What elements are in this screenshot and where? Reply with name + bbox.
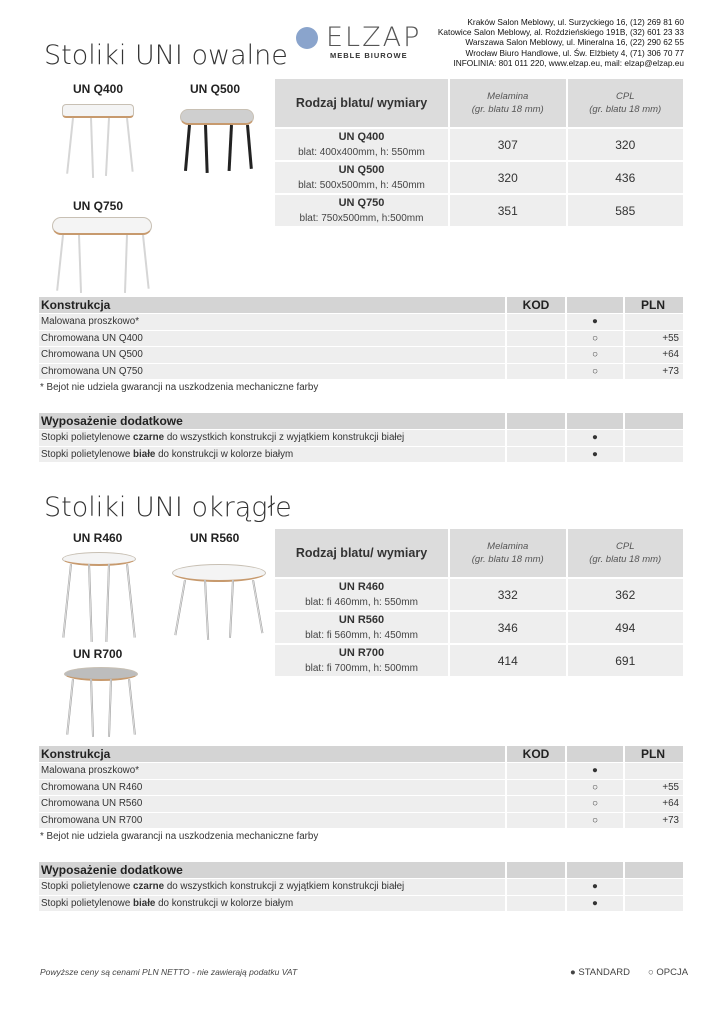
contact-line: Kraków Salon Meblowy, ul. Surzyckiego 16, (12) 269 81 60 [467, 17, 684, 27]
melamina-column-header: Melamina (gr. blatu 18 mm) [450, 529, 568, 579]
price-row [275, 129, 685, 162]
table-r560-image [170, 560, 270, 640]
product-name: UN Q500 [338, 163, 385, 176]
option-mark: ○ [567, 796, 625, 813]
price-row [275, 195, 685, 228]
price-table [275, 529, 685, 678]
cpl-price: 691 [568, 645, 686, 678]
cpl-column-header: CPL (gr. blatu 18 mm) [568, 79, 686, 129]
konstrukcja-header: Konstrukcja [39, 746, 507, 763]
logo-icon [296, 27, 318, 49]
warranty-note: * Bejot nie udziela gwarancji na uszkodzenia mechaniczne farby [40, 831, 319, 842]
table-q500-image [178, 105, 258, 175]
table-row: Stopki polietylenowe czarne do wszystkich konstrukcji z wyjątkiem konstrukcji białej ● [39, 430, 685, 447]
table-q400-image [60, 100, 140, 180]
product-label: UN R560 [190, 531, 240, 545]
wyposazenie-table [39, 413, 685, 463]
product-label: UN Q500 [190, 82, 241, 96]
kod-header: KOD [507, 746, 567, 763]
option-mark: ○ [567, 364, 625, 381]
contact-line: Wrocław Biuro Handlowe, ul. Św. Elżbiety 4, (71) 306 70 77 [465, 47, 684, 58]
contact-line: INFOLINIA: 801 011 220, www.elzap.eu, mail: elzap@elzap.eu [453, 57, 684, 68]
wyposazenie-header: Wyposażenie dodatkowe [39, 413, 507, 430]
contact-line: Katowice Salon Meblowy, al. Roździeńskiego 191B, (32) 601 23 33 [437, 27, 684, 38]
melamina-column-header: Melamina (gr. blatu 18 mm) [450, 79, 568, 129]
product-dimensions: blat: fi 700mm, h: 500mm [305, 662, 418, 674]
standard-mark: ● [567, 314, 625, 331]
table-row: Chromowana UN Q750 ○ +73 [39, 364, 685, 381]
contact-info [438, 17, 684, 68]
product-name: UN Q750 [338, 196, 385, 209]
wyposazenie-table [39, 862, 685, 912]
table-row: Malowana proszkowo* ● [39, 314, 685, 331]
melamina-price: 320 [450, 162, 568, 195]
standard-mark: ● [567, 896, 625, 913]
konstrukcja-header: Konstrukcja [39, 297, 507, 314]
product-dimensions: blat: 500x500mm, h: 450mm [298, 179, 425, 191]
product-dimensions: blat: fi 560mm, h: 450mm [305, 629, 418, 641]
product-name: UN R460 [338, 580, 385, 593]
table-r460-image [60, 548, 140, 643]
legend-standard: ● STANDARD [570, 967, 630, 978]
warranty-note: * Bejot nie udziela gwarancji na uszkodzenia mechaniczne farby [40, 382, 319, 393]
price-row [275, 579, 685, 612]
section-title: Stoliki UNI owalne [44, 40, 288, 71]
pln-header: PLN [625, 297, 685, 314]
standard-mark: ● [567, 447, 625, 464]
cpl-column-header: CPL (gr. blatu 18 mm) [568, 529, 686, 579]
price-row [275, 645, 685, 678]
contact-line: Warszawa Salon Meblowy, ul. Mineralna 16, (22) 290 62 55 [465, 37, 684, 48]
option-mark: ○ [567, 780, 625, 797]
logo-text: ELZAP [326, 22, 422, 53]
standard-mark: ● [567, 879, 625, 896]
table-row: Chromowana UN Q400 ○ +55 [39, 331, 685, 348]
option-mark: ○ [567, 331, 625, 348]
price-table [275, 79, 685, 228]
cpl-price: 320 [568, 129, 686, 162]
product-label: UN R460 [73, 531, 123, 545]
melamina-price: 351 [450, 195, 568, 228]
price-row [275, 612, 685, 645]
table-row: Chromowana UN Q500 ○ +64 [39, 347, 685, 364]
table-row: Stopki polietylenowe białe do konstrukcji w kolorze białym ● [39, 447, 685, 464]
table-row: Chromowana UN R460 ○ +55 [39, 780, 685, 797]
legend-option: ○ OPCJA [648, 967, 689, 978]
table-row: Stopki polietylenowe czarne do wszystkich konstrukcji z wyjątkiem konstrukcji białej ● [39, 879, 685, 896]
price-row [275, 162, 685, 195]
product-label: UN R700 [73, 647, 123, 661]
product-dimensions: blat: 750x500mm, h:500mm [299, 212, 424, 224]
price-table-header: Rodzaj blatu/ wymiary [275, 79, 450, 129]
product-dimensions: blat: 400x400mm, h: 550mm [298, 146, 425, 158]
table-r700-image [62, 663, 142, 741]
cpl-price: 362 [568, 579, 686, 612]
product-name: UN Q400 [338, 130, 385, 143]
cpl-price: 436 [568, 162, 686, 195]
product-name: UN R700 [338, 646, 385, 659]
standard-mark: ● [567, 763, 625, 780]
standard-mark: ● [567, 430, 625, 447]
melamina-price: 346 [450, 612, 568, 645]
option-mark: ○ [567, 813, 625, 830]
product-label: UN Q750 [73, 199, 124, 213]
table-row: Chromowana UN R560 ○ +64 [39, 796, 685, 813]
kod-header: KOD [507, 297, 567, 314]
product-dimensions: blat: fi 460mm, h: 550mm [305, 596, 418, 608]
melamina-price: 414 [450, 645, 568, 678]
table-q750-image [50, 215, 155, 295]
option-mark: ○ [567, 347, 625, 364]
logo-subtitle: MEBLE BIUROWE [330, 51, 408, 60]
table-row: Stopki polietylenowe białe do konstrukcji w kolorze białym ● [39, 896, 685, 913]
konstrukcja-table [39, 297, 685, 380]
price-table-header: Rodzaj blatu/ wymiary [275, 529, 450, 579]
vat-note: Powyższe ceny są cenami PLN NETTO - nie zawierają podatku VAT [40, 967, 298, 977]
wyposazenie-header: Wyposażenie dodatkowe [39, 862, 507, 879]
product-name: UN R560 [338, 613, 385, 626]
section-title: Stoliki UNI okrągłe [44, 492, 292, 523]
pln-header: PLN [625, 746, 685, 763]
melamina-price: 332 [450, 579, 568, 612]
cpl-price: 494 [568, 612, 686, 645]
table-row: Chromowana UN R700 ○ +73 [39, 813, 685, 830]
cpl-price: 585 [568, 195, 686, 228]
table-row: Malowana proszkowo* ● [39, 763, 685, 780]
konstrukcja-table [39, 746, 685, 829]
product-label: UN Q400 [73, 82, 124, 96]
melamina-price: 307 [450, 129, 568, 162]
